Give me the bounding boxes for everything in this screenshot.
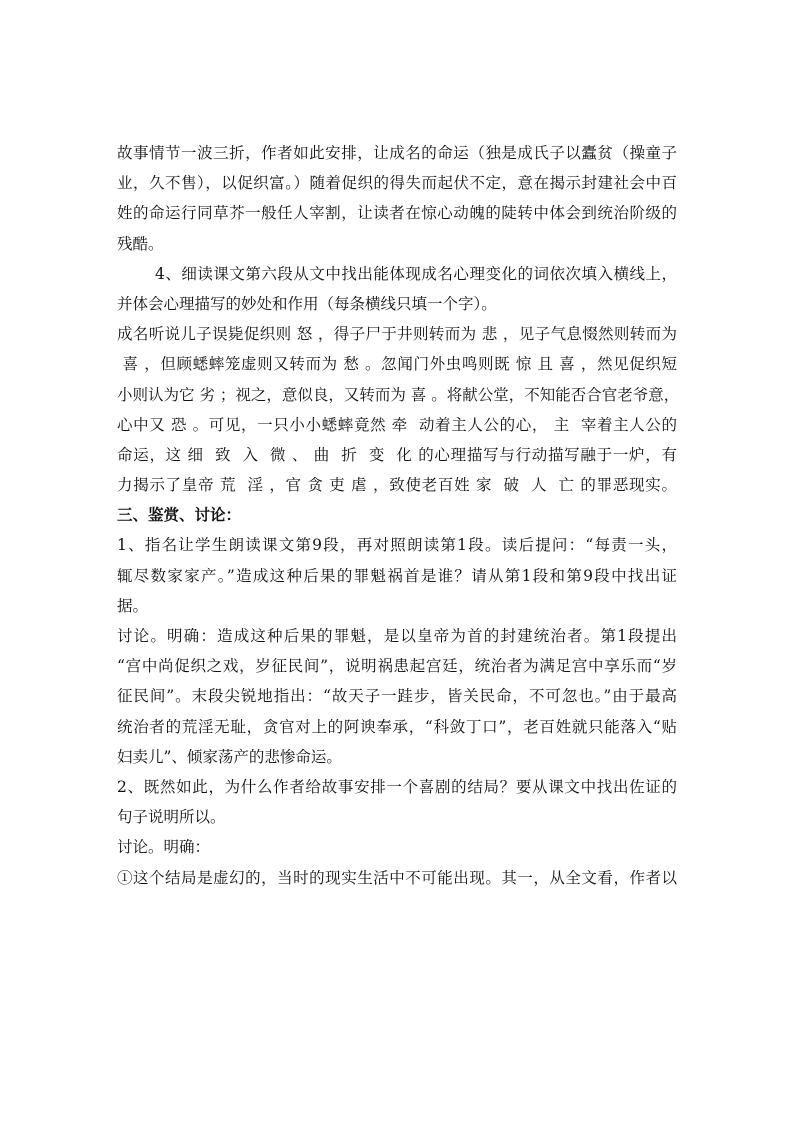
text-line: “宫中尚促织之戏，岁征民间”，说明祸患起宫廷，统治者为满足宫中享乐而“岁 — [117, 657, 677, 676]
text-line: ①这个结局是虚幻的，当时的现实生活中不可能出现。其一，从全文看，作者以 — [117, 868, 677, 887]
text-line: 征民间”。末段尖锐地指出：“故天子一跬步，皆关民命，不可忽也。”由于最高 — [117, 687, 677, 706]
text-line: 妇卖儿”、倾家荡产的悲惨命运。 — [117, 747, 342, 766]
section-heading: 三、鉴赏、讨论： — [117, 505, 242, 525]
text-line: 心中又 恐 。可见，一只小小蟋蟀竟然 牵 动着主人公的心， 主 宰着主人公的 — [117, 415, 677, 434]
text-line: 成名听说儿子误毙促织则 怒 ，得子尸于井则转而为 悲 ，见子气息惙然则转而为 — [117, 325, 677, 344]
text-line: 业，久不售），以促织富。）随着促织的得失而起伏不定，意在揭示封建社会中百 — [117, 174, 677, 193]
text-line: 小则认为它 劣 ；视之，意似良，又转而为 喜 。将献公堂，不知能否合官老爷意， — [117, 385, 680, 404]
text-line: 力揭示了皇帝 荒 淫 ，官 贪 吏 虐 ，致使老百姓 家 破 人 亡 的罪恶现实。 — [117, 476, 677, 495]
question-1-line: 1、指名让学生朗读课文第9段，再对照朗读第1段。读后提问：“每责一头， — [117, 536, 677, 555]
text-line: 讨论。明确：造成这种后果的罪魁，是以皇帝为首的封建统治者。第1段提出 — [117, 627, 677, 645]
text-line: 讨论。明确： — [117, 838, 211, 857]
question-2-line: 2、既然如此，为什么作者给故事安排一个喜剧的结局？要从课文中找出佐证的 — [117, 777, 677, 796]
text-line: 并体会心理描写的妙处和作用（每条横线只填一个字）。 — [117, 294, 497, 313]
text-line: 据。 — [117, 596, 149, 615]
text-line: 命运，这 细 致 入 微 、 曲 折 变 化 的心理描写与行动描写融于一炉，有 — [117, 445, 677, 464]
text-line: 喜 ，但顾蟋蟀笼虚则又转而为 愁 。忽闻门外虫鸣则既 惊 且 喜 ，然见促织短 — [117, 355, 677, 374]
document-page — [117, 138, 680, 893]
text-line: 残酷。 — [117, 234, 164, 253]
text-line: 故事情节一波三折，作者如此安排，让成名的命运（独是成氏子以蠹贫（操童子 — [117, 144, 677, 162]
text-line: 姓的命运行同草芥一般任人宰割，让读者在惊心动魄的陡转中体会到统治阶级的 — [117, 204, 677, 223]
text-line: 句子说明所以。 — [117, 808, 226, 827]
text-line: 统治者的荒淫无耻，贪官对上的阿谀奉承，“科敛丁口”，老百姓就只能落入“贴 — [117, 717, 677, 736]
question-4-line: 4、细读课文第六段从文中找出能体现成名心理变化的词依次填入横线上， — [155, 264, 677, 283]
text-line: 辄尽数家家产。”造成这种后果的罪魁祸首是谁？请从第1段和第9段中找出证 — [117, 566, 677, 585]
